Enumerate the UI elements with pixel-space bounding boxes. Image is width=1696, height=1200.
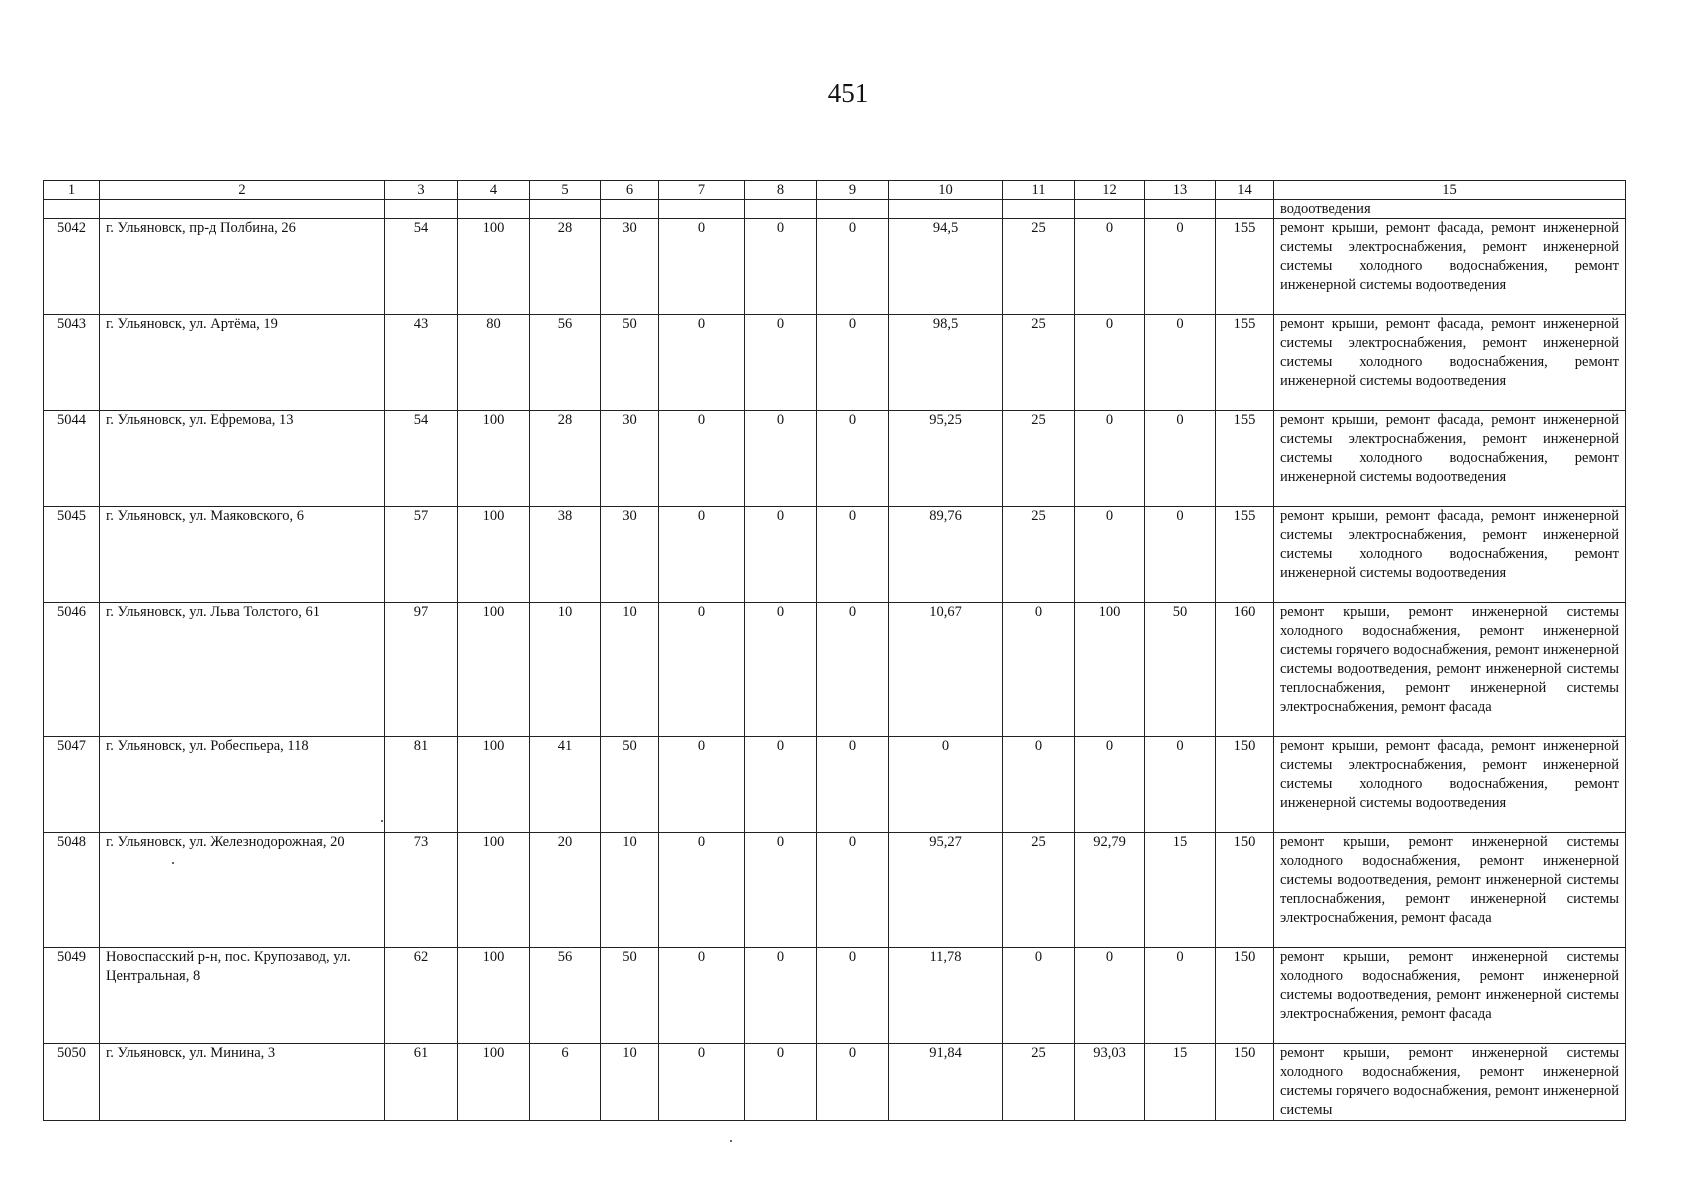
continuation-row bbox=[44, 200, 1626, 219]
table-row bbox=[44, 948, 1626, 1044]
value-cell: 0 bbox=[745, 948, 817, 1044]
value-cell: 57 bbox=[385, 507, 458, 603]
value-cell: 100 bbox=[458, 219, 530, 315]
value-cell: 0 bbox=[659, 411, 745, 507]
works-cell: ремонт крыши, ремонт инженерной системы холодного водоснабжения, ремонт инженерной системы горячего водоснабжения, ремонт инженерной системы bbox=[1274, 1044, 1626, 1121]
value-cell: 100 bbox=[458, 833, 530, 948]
row-id-cell: 5044 bbox=[44, 411, 100, 507]
value-cell: 155 bbox=[1216, 315, 1274, 411]
row-id-cell: 5047 bbox=[44, 737, 100, 833]
value-cell: 100 bbox=[458, 603, 530, 737]
value-cell: 0 bbox=[817, 219, 889, 315]
value-cell: 43 bbox=[385, 315, 458, 411]
value-cell: 160 bbox=[1216, 603, 1274, 737]
value-cell: 54 bbox=[385, 219, 458, 315]
value-cell: 94,5 bbox=[889, 219, 1003, 315]
page-number: 451 bbox=[827, 78, 869, 108]
value-cell: 91,84 bbox=[889, 1044, 1003, 1121]
scan-speck bbox=[730, 1140, 732, 1142]
table-row bbox=[44, 833, 1626, 948]
value-cell: 25 bbox=[1003, 1044, 1075, 1121]
value-cell: 0 bbox=[659, 507, 745, 603]
row-id-cell: 5046 bbox=[44, 603, 100, 737]
address-cell: г. Ульяновск, ул. Артёма, 19 bbox=[100, 315, 385, 411]
value-cell: 0 bbox=[1075, 948, 1145, 1044]
column-header: 10 bbox=[889, 181, 1003, 200]
address-cell: г. Ульяновск, ул. Льва Толстого, 61 bbox=[100, 603, 385, 737]
column-header: 1 bbox=[44, 181, 100, 200]
value-cell: 155 bbox=[1216, 507, 1274, 603]
header-row bbox=[44, 181, 1626, 200]
value-cell: 0 bbox=[1075, 737, 1145, 833]
column-header: 3 bbox=[385, 181, 458, 200]
value-cell: 0 bbox=[817, 1044, 889, 1121]
table-body bbox=[44, 200, 1626, 1121]
address-cell: г. Ульяновск, ул. Железнодорожная, 20 bbox=[100, 833, 385, 948]
value-cell: 61 bbox=[385, 1044, 458, 1121]
row-id-cell: 5043 bbox=[44, 315, 100, 411]
column-header: 9 bbox=[817, 181, 889, 200]
value-cell: 80 bbox=[458, 315, 530, 411]
column-header: 4 bbox=[458, 181, 530, 200]
value-cell: 25 bbox=[1003, 315, 1075, 411]
value-cell: 0 bbox=[1145, 507, 1216, 603]
value-cell: 0 bbox=[745, 507, 817, 603]
value-cell: 50 bbox=[601, 948, 659, 1044]
value-cell: 0 bbox=[817, 411, 889, 507]
table-row bbox=[44, 219, 1626, 315]
value-cell: 0 bbox=[1145, 737, 1216, 833]
address-cell: г. Ульяновск, ул. Ефремова, 13 bbox=[100, 411, 385, 507]
column-header: 7 bbox=[659, 181, 745, 200]
row-id-cell: 5050 bbox=[44, 1044, 100, 1121]
value-cell: 89,76 bbox=[889, 507, 1003, 603]
works-cell: ремонт крыши, ремонт фасада, ремонт инженерной системы электроснабжения, ремонт инженерной системы холодного водоснабжения, ремонт инженерной системы водоотведения bbox=[1274, 315, 1626, 411]
address-cell: Новоспасский р-н, пос. Крупозавод, ул. Центральная, 8 bbox=[100, 948, 385, 1044]
value-cell: 56 bbox=[530, 315, 601, 411]
value-cell: 155 bbox=[1216, 219, 1274, 315]
column-header: 11 bbox=[1003, 181, 1075, 200]
value-cell: 73 bbox=[385, 833, 458, 948]
value-cell: 0 bbox=[817, 507, 889, 603]
value-cell: 30 bbox=[601, 411, 659, 507]
table-row bbox=[44, 507, 1626, 603]
value-cell: 81 bbox=[385, 737, 458, 833]
works-cell: ремонт крыши, ремонт инженерной системы холодного водоснабжения, ремонт инженерной системы водоотведения, ремонт инженерной системы электроснабжения, ремонт фасада bbox=[1274, 948, 1626, 1044]
value-cell: 62 bbox=[385, 948, 458, 1044]
value-cell: 150 bbox=[1216, 948, 1274, 1044]
value-cell: 41 bbox=[530, 737, 601, 833]
value-cell: 0 bbox=[1003, 948, 1075, 1044]
works-cell: ремонт крыши, ремонт фасада, ремонт инженерной системы электроснабжения, ремонт инженерной системы холодного водоснабжения, ремонт инженерной системы водоотведения bbox=[1274, 507, 1626, 603]
value-cell: 0 bbox=[1145, 411, 1216, 507]
value-cell: 15 bbox=[1145, 1044, 1216, 1121]
value-cell: 6 bbox=[530, 1044, 601, 1121]
value-cell: 100 bbox=[458, 948, 530, 1044]
value-cell: 0 bbox=[659, 1044, 745, 1121]
row-id-cell: 5045 bbox=[44, 507, 100, 603]
value-cell: 54 bbox=[385, 411, 458, 507]
column-header: 12 bbox=[1075, 181, 1145, 200]
value-cell: 0 bbox=[817, 948, 889, 1044]
value-cell: 50 bbox=[601, 737, 659, 833]
value-cell: 20 bbox=[530, 833, 601, 948]
value-cell: 150 bbox=[1216, 737, 1274, 833]
value-cell: 0 bbox=[745, 603, 817, 737]
works-cell: ремонт крыши, ремонт фасада, ремонт инженерной системы электроснабжения, ремонт инженерной системы холодного водоснабжения, ремонт инженерной системы водоотведения bbox=[1274, 737, 1626, 833]
value-cell: 0 bbox=[1075, 219, 1145, 315]
value-cell: 28 bbox=[530, 411, 601, 507]
value-cell: 0 bbox=[745, 737, 817, 833]
works-cell: ремонт крыши, ремонт инженерной системы холодного водоснабжения, ремонт инженерной системы горячего водоснабжения, ремонт инженерной системы водоотведения, ремонт инженерной системы теплоснабжения, ремонт инженерной системы электроснабжения, ремонт фасада bbox=[1274, 603, 1626, 737]
value-cell: 0 bbox=[817, 737, 889, 833]
value-cell: 28 bbox=[530, 219, 601, 315]
row-id-cell: 5049 bbox=[44, 948, 100, 1044]
value-cell: 0 bbox=[889, 737, 1003, 833]
value-cell: 0 bbox=[659, 833, 745, 948]
column-header: 14 bbox=[1216, 181, 1274, 200]
value-cell: 98,5 bbox=[889, 315, 1003, 411]
column-header: 6 bbox=[601, 181, 659, 200]
value-cell: 0 bbox=[817, 603, 889, 737]
value-cell: 10 bbox=[601, 1044, 659, 1121]
value-cell: 25 bbox=[1003, 833, 1075, 948]
column-header: 15 bbox=[1274, 181, 1626, 200]
table-row bbox=[44, 411, 1626, 507]
value-cell: 93,03 bbox=[1075, 1044, 1145, 1121]
value-cell: 0 bbox=[659, 737, 745, 833]
works-cell: ремонт крыши, ремонт инженерной системы холодного водоснабжения, ремонт инженерной системы водоотведения, ремонт инженерной системы теплоснабжения, ремонт инженерной системы электроснабжения, ремонт фасада bbox=[1274, 833, 1626, 948]
value-cell: 0 bbox=[817, 833, 889, 948]
table-row bbox=[44, 315, 1626, 411]
column-header: 2 bbox=[100, 181, 385, 200]
value-cell: 100 bbox=[458, 1044, 530, 1121]
value-cell: 155 bbox=[1216, 411, 1274, 507]
value-cell: 100 bbox=[458, 411, 530, 507]
value-cell: 100 bbox=[1075, 603, 1145, 737]
value-cell: 0 bbox=[1003, 737, 1075, 833]
value-cell: 95,25 bbox=[889, 411, 1003, 507]
value-cell: 0 bbox=[659, 948, 745, 1044]
row-id-cell: 5042 bbox=[44, 219, 100, 315]
value-cell: 0 bbox=[1145, 219, 1216, 315]
value-cell: 150 bbox=[1216, 833, 1274, 948]
value-cell: 50 bbox=[1145, 603, 1216, 737]
value-cell: 25 bbox=[1003, 219, 1075, 315]
table-row bbox=[44, 603, 1626, 737]
table-row bbox=[44, 1044, 1626, 1121]
column-header: 8 bbox=[745, 181, 817, 200]
table-row bbox=[44, 737, 1626, 833]
address-cell: г. Ульяновск, пр-д Полбина, 26 bbox=[100, 219, 385, 315]
scan-speck bbox=[172, 862, 174, 864]
value-cell: 0 bbox=[1075, 411, 1145, 507]
value-cell: 10 bbox=[601, 833, 659, 948]
value-cell: 100 bbox=[458, 737, 530, 833]
works-cell: ремонт крыши, ремонт фасада, ремонт инженерной системы электроснабжения, ремонт инженерной системы холодного водоснабжения, ремонт инженерной системы водоотведения bbox=[1274, 411, 1626, 507]
value-cell: 0 bbox=[745, 1044, 817, 1121]
value-cell: 50 bbox=[601, 315, 659, 411]
value-cell: 0 bbox=[659, 315, 745, 411]
works-cell: ремонт крыши, ремонт фасада, ремонт инженерной системы электроснабжения, ремонт инженерной системы холодного водоснабжения, ремонт инженерной системы водоотведения bbox=[1274, 219, 1626, 315]
value-cell: 0 bbox=[1075, 315, 1145, 411]
value-cell: 38 bbox=[530, 507, 601, 603]
value-cell: 56 bbox=[530, 948, 601, 1044]
value-cell: 10 bbox=[601, 603, 659, 737]
repair-registry-table bbox=[43, 180, 1626, 1121]
value-cell: 0 bbox=[1145, 315, 1216, 411]
value-cell: 0 bbox=[1145, 948, 1216, 1044]
works-cell: водоотведения bbox=[1274, 200, 1626, 219]
value-cell: 0 bbox=[745, 219, 817, 315]
value-cell: 0 bbox=[1003, 603, 1075, 737]
column-header: 5 bbox=[530, 181, 601, 200]
scan-speck bbox=[381, 820, 383, 822]
value-cell: 95,27 bbox=[889, 833, 1003, 948]
value-cell: 0 bbox=[817, 315, 889, 411]
address-cell: г. Ульяновск, ул. Минина, 3 bbox=[100, 1044, 385, 1121]
value-cell: 97 bbox=[385, 603, 458, 737]
value-cell: 0 bbox=[659, 219, 745, 315]
value-cell: 30 bbox=[601, 507, 659, 603]
value-cell: 11,78 bbox=[889, 948, 1003, 1044]
value-cell: 92,79 bbox=[1075, 833, 1145, 948]
value-cell: 10 bbox=[530, 603, 601, 737]
value-cell: 0 bbox=[745, 411, 817, 507]
value-cell: 150 bbox=[1216, 1044, 1274, 1121]
value-cell: 25 bbox=[1003, 507, 1075, 603]
row-id-cell: 5048 bbox=[44, 833, 100, 948]
value-cell: 100 bbox=[458, 507, 530, 603]
address-cell: г. Ульяновск, ул. Робеспьера, 118 bbox=[100, 737, 385, 833]
value-cell: 30 bbox=[601, 219, 659, 315]
value-cell: 0 bbox=[1075, 507, 1145, 603]
value-cell: 10,67 bbox=[889, 603, 1003, 737]
address-cell: г. Ульяновск, ул. Маяковского, 6 bbox=[100, 507, 385, 603]
column-header: 13 bbox=[1145, 181, 1216, 200]
value-cell: 0 bbox=[745, 315, 817, 411]
value-cell: 25 bbox=[1003, 411, 1075, 507]
value-cell: 0 bbox=[745, 833, 817, 948]
value-cell: 15 bbox=[1145, 833, 1216, 948]
value-cell: 0 bbox=[659, 603, 745, 737]
